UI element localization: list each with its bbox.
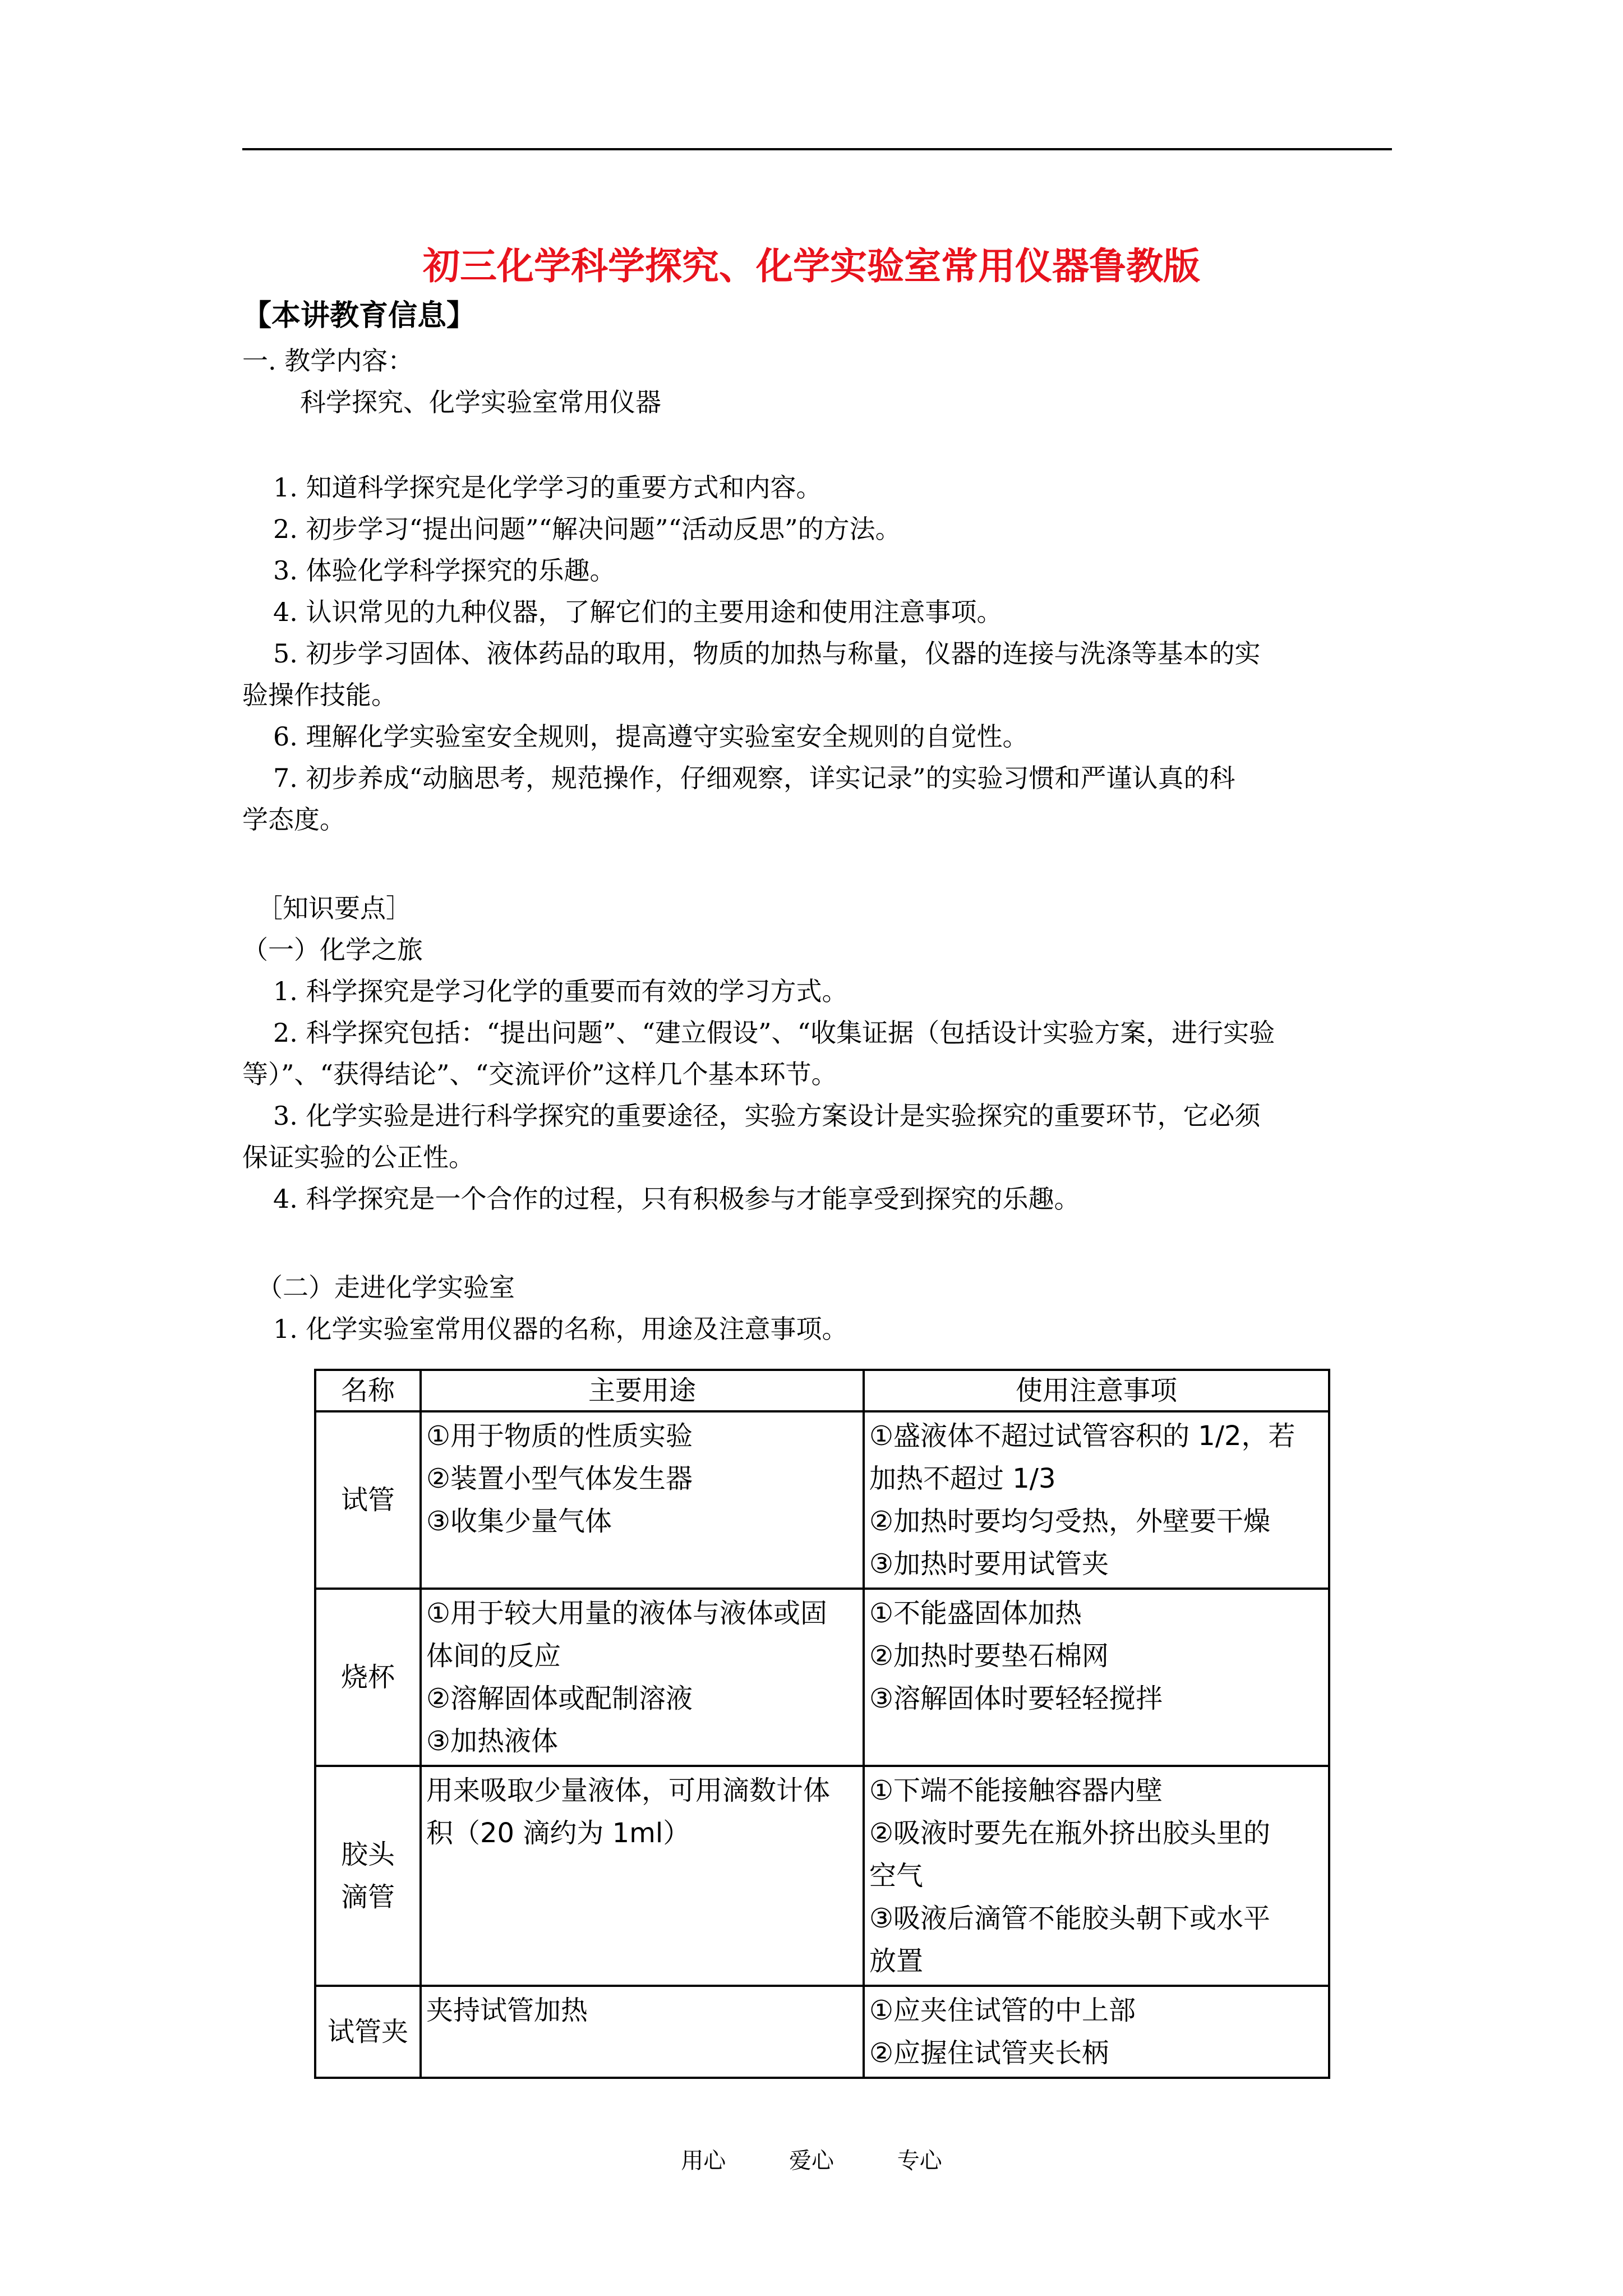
table-row [315, 1766, 1329, 1986]
header-notes: 使用注意事项 [864, 1370, 1329, 1411]
instrument-name [315, 1411, 421, 1589]
name-line: 烧杯 [340, 1662, 395, 1693]
instrument-uses [421, 1589, 864, 1766]
note-line: ①不能盛固体加热 [869, 1598, 1082, 1629]
name-line: 滴管 [340, 1881, 395, 1913]
footer-word: 用心 [681, 2148, 726, 2174]
objective-7: 7. 初步养成“动脑思考，规范操作，仔细观察，详实记录”的实验习惯和严谨认真的科 [273, 763, 1235, 793]
table-header-row [315, 1370, 1329, 1411]
note-line: ②吸液时要先在瓶外挤出胶头里的 [869, 1818, 1271, 1849]
use-line: 体间的反应 [426, 1640, 561, 1672]
objective-5-continued: 验操作技能。 [242, 680, 397, 710]
note-line: ③吸液后滴管不能胶头朝下或水平 [869, 1903, 1271, 1934]
part1-line-2-continued: 等）”、“获得结论”、“交流评价”这样几个基本环节。 [242, 1059, 837, 1089]
name-line: 胶头 [340, 1839, 395, 1870]
objective-7-continued: 学态度。 [242, 804, 345, 835]
instrument-notes [864, 1766, 1329, 1986]
part1-heading: （一）化学之旅 [242, 935, 423, 965]
use-line: ②溶解固体或配制溶液 [426, 1683, 693, 1714]
name-line: 试管 [340, 1484, 395, 1516]
instrument-name [315, 1766, 421, 1986]
instrument-notes [864, 1986, 1329, 2078]
instrument-notes [864, 1589, 1329, 1766]
use-line: ③收集少量气体 [426, 1506, 612, 1537]
instrument-name [315, 1589, 421, 1766]
table-row [315, 1589, 1329, 1766]
note-line: ①应夹住试管的中上部 [869, 1995, 1136, 2026]
footer-word: 爱心 [789, 2148, 834, 2174]
objective-3: 3. 体验化学科学探究的乐趣。 [273, 555, 616, 586]
note-line: ①下端不能接触容器内壁 [869, 1775, 1163, 1806]
use-line: 夹持试管加热 [426, 1995, 588, 2026]
part1-line-3-continued: 保证实验的公正性。 [242, 1142, 474, 1172]
table-row [315, 1986, 1329, 2078]
note-line: 加热不超过 1/3 [869, 1463, 1056, 1494]
use-line: ②装置小型气体发生器 [426, 1463, 693, 1494]
note-line: ②加热时要垫石棉网 [869, 1640, 1109, 1672]
instrument-uses [421, 1411, 864, 1589]
instrument-name [315, 1986, 421, 2078]
section-heading: 【本讲教育信息】 [242, 299, 476, 333]
knowledge-heading: ［知识要点］ [257, 893, 412, 923]
note-line: ②应握住试管夹长柄 [869, 2037, 1109, 2069]
content-heading: 一. 教学内容： [242, 346, 414, 376]
objective-1: 1. 知道科学探究是化学学习的重要方式和内容。 [273, 472, 822, 503]
use-line: 用来吸取少量液体，可用滴数计体 [426, 1775, 831, 1806]
note-line: ③溶解固体时要轻轻搅拌 [869, 1683, 1163, 1714]
footer-word: 专心 [897, 2148, 942, 2174]
note-line: 空气 [869, 1860, 924, 1892]
objective-6: 6. 理解化学实验室安全规则，提高遵守实验室安全规则的自觉性。 [273, 721, 1029, 752]
objective-5: 5. 初步学习固体、液体药品的取用，物质的加热与称量，仪器的连接与洗涤等基本的实 [273, 638, 1261, 669]
instrument-notes [864, 1411, 1329, 1589]
instrument-uses [421, 1766, 864, 1986]
header-uses: 主要用途 [421, 1370, 864, 1411]
name-line: 试管夹 [327, 2016, 408, 2047]
header-name: 名称 [315, 1370, 421, 1411]
part1-line-2: 2. 科学探究包括：“提出问题”、“建立假设”、“收集证据（包括设计实验方案，进行实验 [273, 1018, 1275, 1048]
instrument-table [314, 1369, 1330, 2079]
use-line: ①用于物质的性质实验 [426, 1420, 693, 1452]
note-line: ②加热时要均匀受热，外壁要干燥 [869, 1506, 1271, 1537]
objective-2: 2. 初步学习“提出问题”“解决问题”“活动反思”的方法。 [273, 514, 901, 544]
part1-line-3: 3. 化学实验是进行科学探究的重要途径，实验方案设计是实验探究的重要环节，它必须 [273, 1101, 1261, 1131]
note-line: ③加热时要用试管夹 [869, 1548, 1109, 1580]
use-line: ③加热液体 [426, 1726, 559, 1757]
document-title: 初三化学科学探究、化学实验室常用仪器鲁教版 [423, 245, 1200, 288]
instrument-uses [421, 1986, 864, 2078]
content-topic: 科学探究、化学实验室常用仪器 [300, 387, 661, 417]
note-line: ①盛液体不超过试管容积的 1/2，若 [869, 1420, 1295, 1452]
part1-line-4: 4. 科学探究是一个合作的过程，只有积极参与才能享受到探究的乐趣。 [273, 1184, 1080, 1214]
table-row [315, 1411, 1329, 1589]
part2-heading: （二）走进化学实验室 [257, 1272, 515, 1303]
part1-line-1: 1. 科学探究是学习化学的重要而有效的学习方式。 [273, 976, 848, 1006]
part2-intro: 1. 化学实验室常用仪器的名称，用途及注意事项。 [273, 1314, 848, 1344]
page-footer [0, 2144, 1623, 2178]
note-line: 放置 [869, 1945, 924, 1977]
use-line: 积（20 滴约为 1ml） [426, 1818, 690, 1849]
objective-4: 4. 认识常见的九种仪器，了解它们的主要用途和使用注意事项。 [273, 597, 1003, 627]
header-rule [242, 148, 1392, 150]
use-line: ①用于较大用量的液体与液体或固 [426, 1598, 828, 1629]
